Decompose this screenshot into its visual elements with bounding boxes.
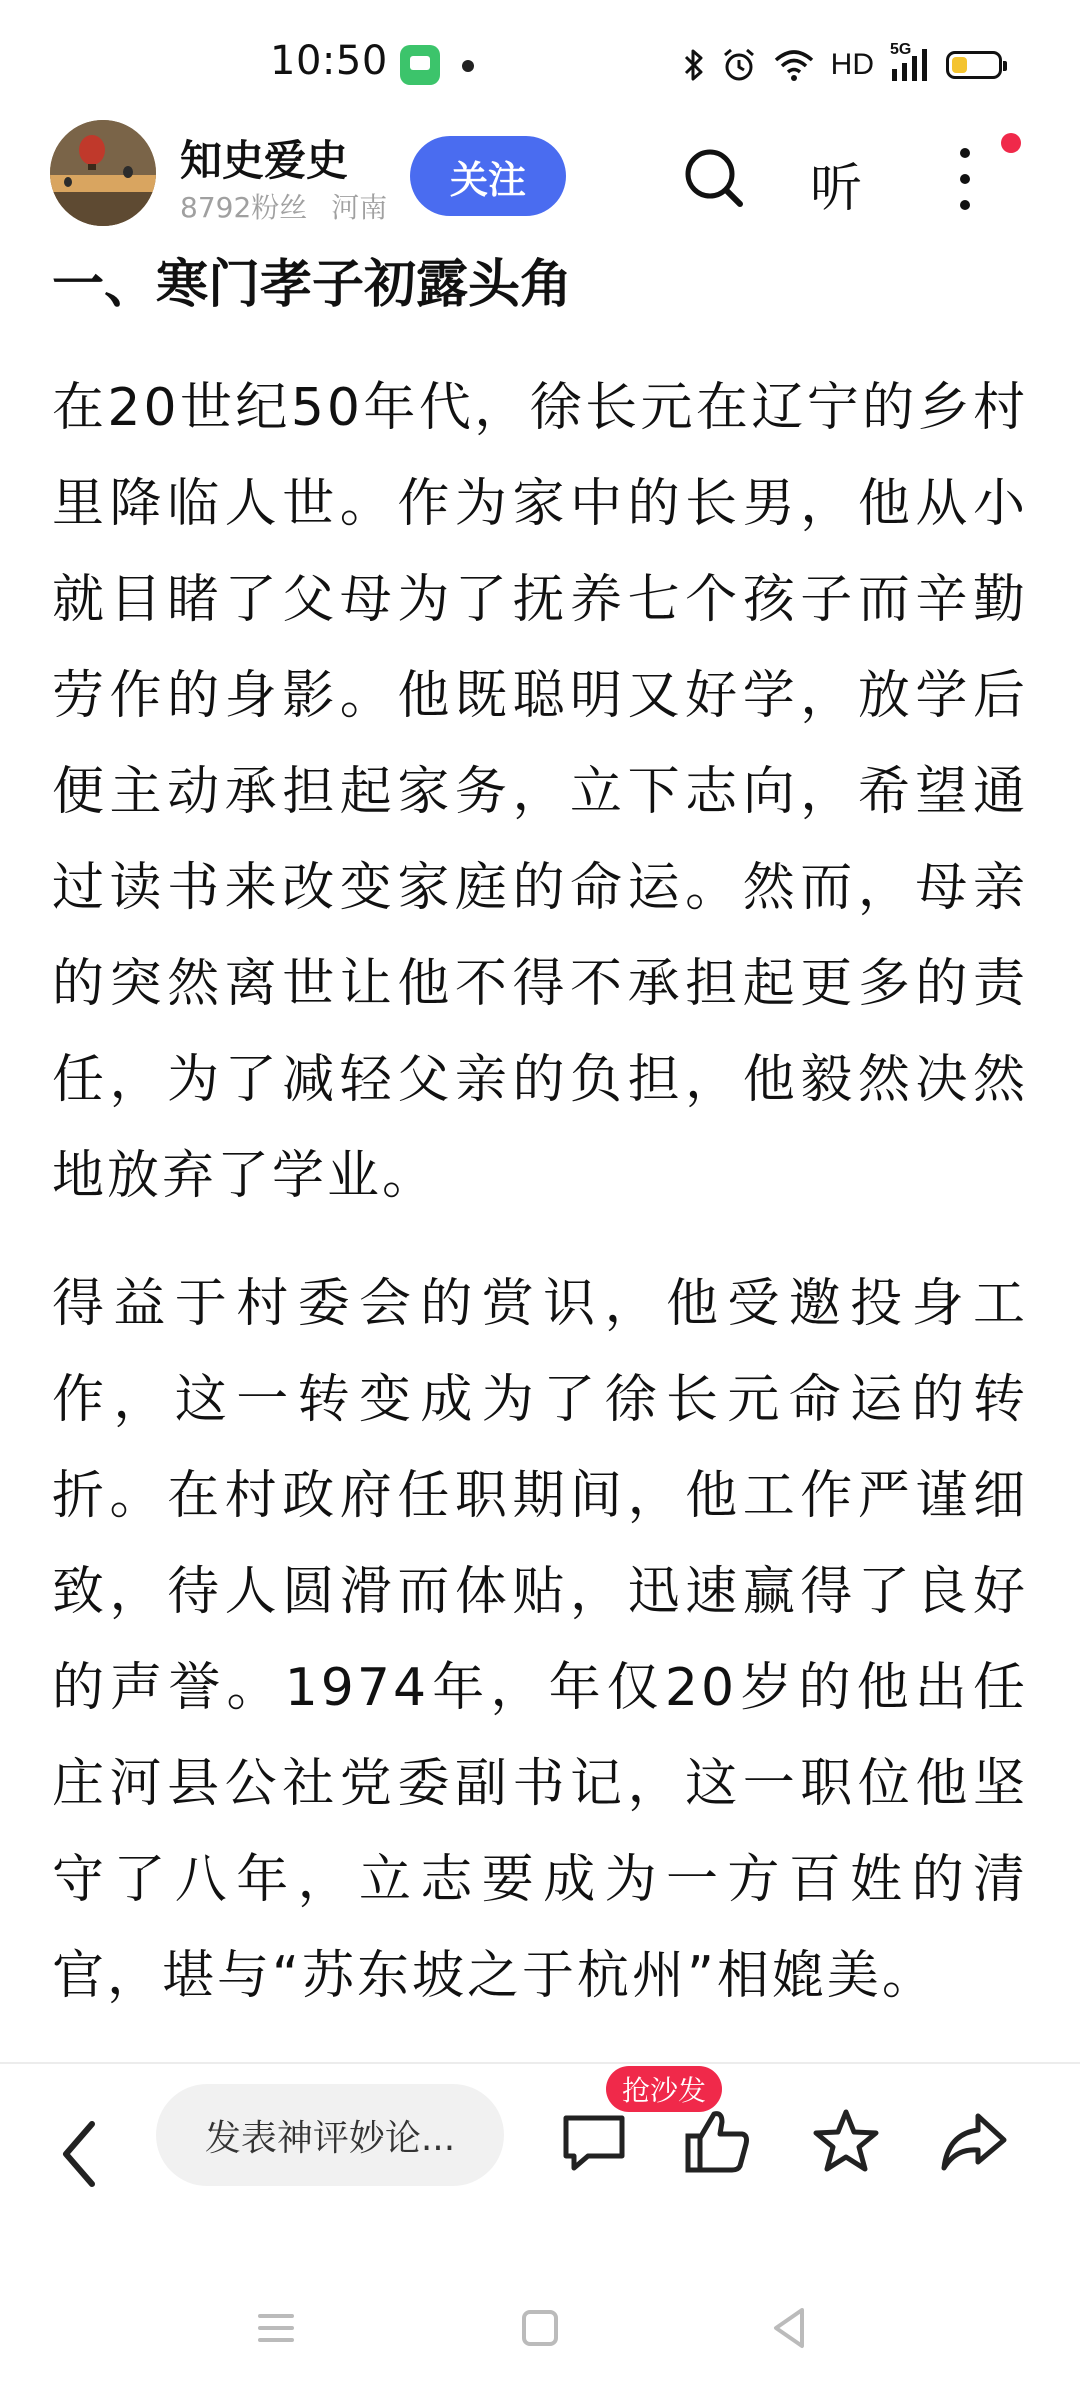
more-dot-middle — [960, 174, 970, 184]
signal-label: 5G — [890, 41, 912, 58]
author-header — [0, 120, 1080, 230]
system-nav-bar — [0, 2262, 1080, 2400]
like-icon[interactable] — [680, 2104, 756, 2180]
status-time: 10:50 — [270, 38, 388, 84]
bluetooth-icon — [683, 47, 705, 83]
back-triangle-icon[interactable] — [760, 2298, 820, 2358]
battery-level — [952, 57, 967, 73]
battery-icon — [946, 51, 1002, 79]
alarm-icon — [721, 47, 757, 83]
notification-badge — [1001, 133, 1021, 153]
sofa-badge[interactable]: 抢沙发 — [606, 2066, 722, 2112]
wifi-icon — [773, 48, 815, 82]
more-dot-top — [960, 148, 970, 158]
listen-button[interactable]: 听 — [810, 159, 863, 219]
author-name[interactable]: 知史爱史 — [180, 136, 349, 185]
home-icon[interactable] — [510, 2298, 570, 2358]
avatar[interactable] — [50, 120, 156, 226]
section-title: 一、寒门孝子初露头角 — [52, 255, 573, 315]
follower-count: 8792粉丝 — [180, 191, 308, 224]
status-bar — [0, 0, 1080, 120]
signal-icon — [890, 41, 930, 83]
notification-dot-icon — [462, 60, 474, 72]
article-paragraph: 在20世纪50年代，徐长元在辽宁的乡村里降临人世。作为家中的长男，他从小就目睹了父母为了抚养七个孩子而辛勤劳作的身影。他既聪明又好学，放学后便主动承担起家务，立下志向，希望通过读书来改变家庭的命运。然而，母亲的突然离世让他不得不承担起更多的责任，为了减轻父亲的负担，他毅然决然地放弃了学业。 — [52, 378, 1028, 1206]
follow-button[interactable]: 关注 — [410, 136, 566, 216]
author-location: 河南 — [331, 191, 388, 224]
network-label: HD — [830, 48, 874, 81]
comment-input[interactable]: 发表神评妙论... — [156, 2084, 504, 2186]
comment-icon[interactable] — [556, 2104, 632, 2180]
status-icons — [683, 40, 1002, 90]
share-icon[interactable] — [936, 2104, 1012, 2180]
message-app-icon — [400, 45, 440, 85]
author-meta — [180, 186, 387, 226]
bottom-action-bar — [0, 2062, 1080, 2264]
favorite-star-icon[interactable] — [808, 2104, 884, 2180]
more-options-icon[interactable] — [950, 144, 980, 214]
article-paragraph: 得益于村委会的赏识，他受邀投身工作，这一转变成为了徐长元命运的转折。在村政府任职期间，他工作严谨细致，待人圆滑而体贴，迅速赢得了良好的声誉。1974年，年仅20岁的他出任庄河县公社党委副书记，这一职位他坚守了八年，立志要成为一方百姓的清官，堪与“苏东坡之于杭州”相媲美。 — [52, 1274, 1028, 2006]
article-body — [52, 240, 1028, 2062]
search-icon[interactable] — [680, 144, 748, 212]
back-arrow-icon[interactable] — [52, 2114, 108, 2194]
recent-apps-icon[interactable] — [246, 2298, 306, 2358]
more-dot-bottom — [960, 200, 970, 210]
